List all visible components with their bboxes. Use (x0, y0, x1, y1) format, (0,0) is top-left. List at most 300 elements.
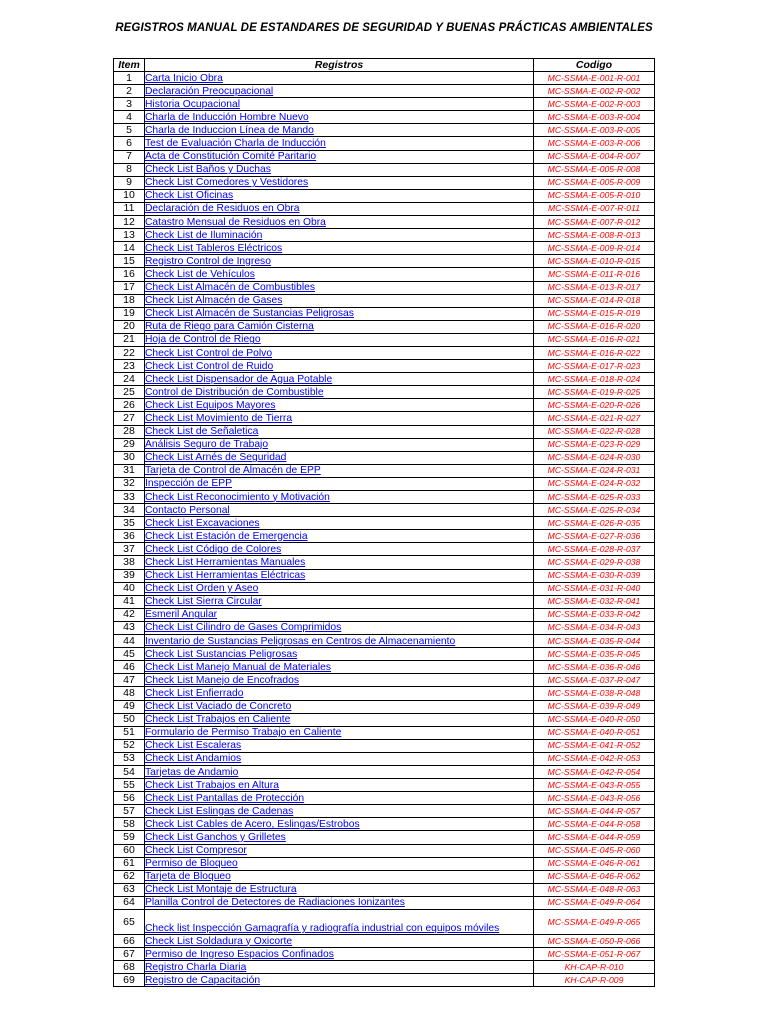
registro-link[interactable]: Check List Herramientas Manuales (145, 557, 306, 569)
registro-cell (145, 582, 534, 595)
codigo-cell: MC-SSMA-E-025-R-033 (534, 491, 655, 504)
registro-cell (145, 451, 534, 464)
codigo-cell: MC-SSMA-E-018-R-024 (534, 373, 655, 386)
registro-link[interactable]: Check List Control de Polvo (145, 347, 273, 359)
table-row (114, 726, 655, 739)
registro-link[interactable]: Check List Almacén de Sustancias Peligrosas (145, 308, 354, 320)
registro-link[interactable]: Check List Código de Colores (145, 543, 282, 555)
registro-cell (145, 412, 534, 425)
table-row (114, 569, 655, 582)
item-number: 63 (114, 883, 145, 896)
table-row (114, 477, 655, 490)
item-number: 24 (114, 373, 145, 386)
registro-link[interactable]: Check List de Señaletica (145, 426, 259, 438)
registro-link[interactable]: Check List Movimiento de Tierra (145, 412, 293, 424)
table-row (114, 451, 655, 464)
table-row (114, 870, 655, 883)
registro-link[interactable]: Formulario de Permiso Trabajo en Caliente (145, 727, 342, 739)
registro-cell (145, 726, 534, 739)
registro-cell (145, 792, 534, 805)
table-row (114, 216, 655, 229)
registro-cell (145, 635, 534, 648)
table-row (114, 752, 655, 765)
item-number: 4 (114, 111, 145, 124)
table-row (114, 595, 655, 608)
registro-link[interactable]: Inventario de Sustancias Peligrosas en Centros de Almacenamiento (145, 635, 456, 647)
item-number: 39 (114, 569, 145, 582)
registro-cell (145, 543, 534, 556)
registro-cell (145, 648, 534, 661)
registro-link[interactable]: Check List Manejo de Encofrados (145, 674, 299, 686)
registro-link[interactable]: Check List Almacén de Gases (145, 295, 283, 307)
registro-link[interactable]: Check List Ganchos y Grilletes (145, 831, 286, 843)
codigo-cell: MC-SSMA-E-044-R-057 (534, 805, 655, 818)
registro-cell (145, 661, 534, 674)
registro-link[interactable]: Check List Arnés de Seguridad (145, 452, 287, 464)
item-number: 48 (114, 687, 145, 700)
registro-link[interactable]: Check List Cables de Acero, Eslingas/Estrobos (145, 818, 360, 830)
registro-cell (145, 320, 534, 333)
registro-link[interactable]: Inspección de EPP (145, 478, 233, 490)
registro-link[interactable]: Análisis Seguro de Trabajo (145, 439, 269, 451)
item-number: 32 (114, 477, 145, 490)
registro-link[interactable]: Declaración Preocupacional (145, 85, 274, 97)
codigo-cell: MC-SSMA-E-038-R-048 (534, 687, 655, 700)
item-number: 58 (114, 818, 145, 831)
table-row (114, 72, 655, 85)
codigo-cell: MC-SSMA-E-015-R-019 (534, 307, 655, 320)
item-number: 11 (114, 202, 145, 215)
registro-cell (145, 857, 534, 870)
codigo-cell: MC-SSMA-E-041-R-052 (534, 739, 655, 752)
registro-link[interactable]: Esmeril Angular (145, 609, 218, 621)
registro-link[interactable]: Check List Vaciado de Concreto (145, 701, 292, 713)
codigo-cell: MC-SSMA-E-003-R-006 (534, 137, 655, 150)
codigo-cell: MC-SSMA-E-003-R-005 (534, 124, 655, 137)
table-row (114, 948, 655, 961)
codigo-cell: MC-SSMA-E-045-R-060 (534, 844, 655, 857)
codigo-cell: MC-SSMA-E-035-R-045 (534, 648, 655, 661)
registro-link[interactable]: Check List Cilindro de Gases Comprimidos (145, 622, 342, 634)
registro-link[interactable]: Check List Oficinas (145, 190, 234, 202)
registro-cell (145, 713, 534, 726)
codigo-cell: MC-SSMA-E-023-R-029 (534, 438, 655, 451)
registro-link[interactable]: Check List Compresor (145, 845, 247, 857)
registro-link[interactable]: Check List Tableros Eléctricos (145, 242, 283, 254)
table-row (114, 844, 655, 857)
table-row (114, 399, 655, 412)
header-registros: Registros (145, 59, 534, 72)
registro-link[interactable]: Check List Estación de Emergencia (145, 530, 308, 542)
item-number: 15 (114, 255, 145, 268)
codigo-cell: MC-SSMA-E-026-R-035 (534, 517, 655, 530)
table-row (114, 674, 655, 687)
codigo-cell: MC-SSMA-E-024-R-032 (534, 477, 655, 490)
table-row (114, 687, 655, 700)
table-row (114, 857, 655, 870)
registro-link[interactable]: Check list Inspección Gamagrafía y radiografía industrial con equipos móviles (145, 923, 500, 934)
item-number: 62 (114, 870, 145, 883)
codigo-cell: MC-SSMA-E-031-R-040 (534, 582, 655, 595)
table-row (114, 883, 655, 896)
codigo-cell: MC-SSMA-E-049-R-065 (534, 910, 655, 935)
codigo-cell: MC-SSMA-E-021-R-027 (534, 412, 655, 425)
item-number: 60 (114, 844, 145, 857)
registro-link[interactable]: Hoja de Control de Riego (145, 334, 261, 346)
registro-cell (145, 687, 534, 700)
registro-link[interactable]: Check List de Vehículos (145, 268, 255, 280)
registro-cell (145, 464, 534, 477)
registro-cell (145, 948, 534, 961)
table-row (114, 320, 655, 333)
codigo-cell: MC-SSMA-E-005-R-010 (534, 189, 655, 202)
item-number: 37 (114, 543, 145, 556)
codigo-cell: MC-SSMA-E-043-R-055 (534, 779, 655, 792)
table-row (114, 294, 655, 307)
registro-link[interactable]: Check List Sustancias Peligrosas (145, 648, 298, 660)
item-number: 6 (114, 137, 145, 150)
item-number: 61 (114, 857, 145, 870)
registro-cell (145, 961, 534, 974)
item-number: 27 (114, 412, 145, 425)
registro-cell (145, 517, 534, 530)
registro-cell (145, 163, 534, 176)
registro-link[interactable]: Charla de Induccion Línea de Mando (145, 124, 314, 136)
registro-cell (145, 739, 534, 752)
table-row (114, 517, 655, 530)
registro-link[interactable]: Check List Dispensador de Agua Potable (145, 373, 333, 385)
registro-link[interactable]: Check List Soldadura y Oxicorte (145, 935, 293, 947)
registro-cell (145, 935, 534, 948)
item-number: 8 (114, 163, 145, 176)
codigo-cell: MC-SSMA-E-035-R-044 (534, 635, 655, 648)
registro-cell (145, 268, 534, 281)
table-row (114, 765, 655, 778)
table-row (114, 386, 655, 399)
item-number: 65 (114, 910, 145, 935)
item-number: 56 (114, 792, 145, 805)
codigo-cell: MC-SSMA-E-007-R-012 (534, 216, 655, 229)
table-row (114, 779, 655, 792)
table-row (114, 961, 655, 974)
table-row (114, 373, 655, 386)
table-row (114, 189, 655, 202)
registro-link[interactable]: Charla de Inducción Hombre Nuevo (145, 111, 309, 123)
codigo-cell: MC-SSMA-E-032-R-041 (534, 595, 655, 608)
item-number: 54 (114, 765, 145, 778)
registro-cell (145, 425, 534, 438)
registro-cell (145, 137, 534, 150)
item-number: 41 (114, 595, 145, 608)
codigo-cell: MC-SSMA-E-048-R-063 (534, 883, 655, 896)
codigo-cell: MC-SSMA-E-016-R-022 (534, 346, 655, 359)
registro-cell (145, 896, 534, 909)
registro-cell (145, 307, 534, 320)
table-row (114, 346, 655, 359)
table-row (114, 543, 655, 556)
registro-link[interactable]: Catastro Mensual de Residuos en Obra (145, 216, 326, 228)
table-row (114, 412, 655, 425)
table-row (114, 818, 655, 831)
item-number: 1 (114, 72, 145, 85)
registro-link[interactable]: Check List Control de Ruido (145, 360, 274, 372)
registro-link[interactable]: Check List Trabajos en Altura (145, 779, 279, 791)
item-number: 9 (114, 176, 145, 189)
registros-table (113, 58, 655, 987)
table-row (114, 281, 655, 294)
table-row (114, 150, 655, 163)
codigo-cell: MC-SSMA-E-013-R-017 (534, 281, 655, 294)
codigo-cell: MC-SSMA-E-011-R-016 (534, 268, 655, 281)
registro-cell (145, 974, 534, 987)
registro-link[interactable]: Check List Eslingas de Cadenas (145, 805, 294, 817)
codigo-cell: MC-SSMA-E-019-R-025 (534, 386, 655, 399)
table-row (114, 713, 655, 726)
item-number: 33 (114, 491, 145, 504)
item-number: 44 (114, 635, 145, 648)
table-row (114, 242, 655, 255)
registro-link[interactable]: Registro de Capacitación (145, 974, 261, 986)
table-row (114, 530, 655, 543)
item-number: 2 (114, 85, 145, 98)
registro-cell (145, 399, 534, 412)
registro-link[interactable]: Check List Equipos Mayores (145, 399, 276, 411)
codigo-cell: MC-SSMA-E-004-R-007 (534, 150, 655, 163)
table-row (114, 85, 655, 98)
registro-link[interactable]: Contacto Personal (145, 504, 230, 516)
registro-link[interactable]: Check List Sierra Circular (145, 596, 262, 608)
table-row (114, 111, 655, 124)
registro-link[interactable]: Check List Comedores y Vestidores (145, 177, 309, 189)
codigo-cell: MC-SSMA-E-008-R-013 (534, 229, 655, 242)
codigo-cell: MC-SSMA-E-024-R-030 (534, 451, 655, 464)
codigo-cell: MC-SSMA-E-050-R-066 (534, 935, 655, 948)
table-row (114, 621, 655, 634)
item-number: 19 (114, 307, 145, 320)
codigo-cell: MC-SSMA-E-005-R-008 (534, 163, 655, 176)
item-number: 12 (114, 216, 145, 229)
registro-link[interactable]: Declaración de Residuos en Obra (145, 203, 300, 215)
item-number: 14 (114, 242, 145, 255)
header-item: Item (114, 59, 145, 72)
registro-cell (145, 700, 534, 713)
registro-link[interactable]: Check List Herramientas Eléctricas (145, 570, 306, 582)
registro-link[interactable]: Tarjetas de Andamio (145, 766, 239, 778)
codigo-cell: MC-SSMA-E-001-R-001 (534, 72, 655, 85)
table-row (114, 831, 655, 844)
codigo-cell: MC-SSMA-E-042-R-054 (534, 765, 655, 778)
item-number: 5 (114, 124, 145, 137)
table-row (114, 896, 655, 909)
registro-link[interactable]: Check List de Iluminación (145, 229, 263, 241)
header-codigo: Codigo (534, 59, 655, 72)
item-number: 31 (114, 464, 145, 477)
registro-cell (145, 844, 534, 857)
table-row (114, 635, 655, 648)
registro-cell (145, 674, 534, 687)
table-row (114, 255, 655, 268)
item-number: 69 (114, 974, 145, 987)
registro-cell (145, 124, 534, 137)
codigo-cell: MC-SSMA-E-020-R-026 (534, 399, 655, 412)
table-row (114, 333, 655, 346)
item-number: 26 (114, 399, 145, 412)
codigo-cell: MC-SSMA-E-016-R-020 (534, 320, 655, 333)
item-number: 40 (114, 582, 145, 595)
registro-cell (145, 818, 534, 831)
registro-link[interactable]: Planilla Control de Detectores de Radiaciones Ionizantes (145, 897, 405, 909)
codigo-cell: MC-SSMA-E-037-R-047 (534, 674, 655, 687)
table-row (114, 608, 655, 621)
registro-link[interactable]: Tarjeta de Control de Almacén de EPP (145, 465, 321, 477)
item-number: 43 (114, 621, 145, 634)
codigo-cell: MC-SSMA-E-010-R-015 (534, 255, 655, 268)
registro-cell (145, 242, 534, 255)
item-number: 10 (114, 189, 145, 202)
registro-link[interactable]: Check List Baños y Duchas (145, 164, 271, 176)
item-number: 59 (114, 831, 145, 844)
item-number: 20 (114, 320, 145, 333)
item-number: 64 (114, 896, 145, 909)
registro-cell (145, 805, 534, 818)
registro-cell (145, 202, 534, 215)
item-number: 17 (114, 281, 145, 294)
codigo-cell: MC-SSMA-E-009-R-014 (534, 242, 655, 255)
codigo-cell: MC-SSMA-E-005-R-009 (534, 176, 655, 189)
item-number: 49 (114, 700, 145, 713)
registro-link[interactable]: Check List Orden y Aseo (145, 583, 259, 595)
registro-cell (145, 333, 534, 346)
table-row (114, 307, 655, 320)
table-row (114, 124, 655, 137)
item-number: 38 (114, 556, 145, 569)
item-number: 3 (114, 98, 145, 111)
registro-cell (145, 294, 534, 307)
item-number: 47 (114, 674, 145, 687)
registro-cell (145, 569, 534, 582)
registro-cell (145, 765, 534, 778)
item-number: 55 (114, 779, 145, 792)
registro-cell (145, 752, 534, 765)
registro-cell (145, 504, 534, 517)
codigo-cell: MC-SSMA-E-017-R-023 (534, 360, 655, 373)
registro-link[interactable]: Check List Montaje de Estructura (145, 884, 297, 896)
item-number: 50 (114, 713, 145, 726)
registro-link[interactable]: Check List Trabajos en Caliente (145, 714, 291, 726)
registro-link[interactable]: Test de Evaluación Charla de Inducción (145, 138, 326, 150)
codigo-cell: MC-SSMA-E-030-R-039 (534, 569, 655, 582)
table-row (114, 137, 655, 150)
registro-cell (145, 111, 534, 124)
codigo-cell: MC-SSMA-E-002-R-003 (534, 98, 655, 111)
registro-cell (145, 831, 534, 844)
registro-link[interactable]: Registro Control de Ingreso (145, 255, 271, 267)
table-row (114, 974, 655, 987)
table-row (114, 229, 655, 242)
codigo-cell: MC-SSMA-E-040-R-051 (534, 726, 655, 739)
table-row (114, 504, 655, 517)
registro-cell (145, 477, 534, 490)
table-row (114, 792, 655, 805)
registro-link[interactable]: Ruta de Riego para Camión Cisterna (145, 321, 314, 333)
item-number: 22 (114, 346, 145, 359)
registro-cell (145, 346, 534, 359)
codigo-cell: MC-SSMA-E-027-R-036 (534, 530, 655, 543)
registro-link[interactable]: Check List Enfierrado (145, 687, 244, 699)
registro-cell (145, 98, 534, 111)
item-number: 35 (114, 517, 145, 530)
table-header-row (114, 59, 655, 72)
registro-cell (145, 556, 534, 569)
registro-link[interactable]: Carta Inicio Obra (145, 72, 223, 84)
item-number: 23 (114, 360, 145, 373)
registro-link[interactable]: Check List Excavaciones (145, 517, 260, 529)
codigo-cell: MC-SSMA-E-014-R-018 (534, 294, 655, 307)
registro-cell (145, 910, 534, 935)
registro-link[interactable]: Registro Charla Diaria (145, 961, 247, 973)
registro-link[interactable]: Check List Andamios (145, 753, 242, 765)
registro-link[interactable]: Historia Ocupacional (145, 98, 241, 110)
codigo-cell: KH-CAP-R-010 (534, 961, 655, 974)
item-number: 21 (114, 333, 145, 346)
registro-link[interactable]: Permiso de Ingreso Espacios Confinados (145, 948, 334, 960)
registro-link[interactable]: Check List Almacén de Combustibles (145, 282, 315, 294)
registro-cell (145, 373, 534, 386)
registro-cell (145, 72, 534, 85)
item-number: 46 (114, 661, 145, 674)
codigo-cell: MC-SSMA-E-043-R-056 (534, 792, 655, 805)
registro-link[interactable]: Check List Pantallas de Protección (145, 792, 305, 804)
item-number: 51 (114, 726, 145, 739)
registro-cell (145, 255, 534, 268)
codigo-cell: MC-SSMA-E-007-R-011 (534, 202, 655, 215)
codigo-cell: MC-SSMA-E-025-R-034 (534, 504, 655, 517)
table-row (114, 438, 655, 451)
table-row (114, 464, 655, 477)
registro-cell (145, 491, 534, 504)
table-row (114, 556, 655, 569)
item-number: 34 (114, 504, 145, 517)
registro-cell (145, 85, 534, 98)
registro-cell (145, 281, 534, 294)
table-row (114, 202, 655, 215)
registro-cell (145, 621, 534, 634)
registro-cell (145, 360, 534, 373)
codigo-cell: MC-SSMA-E-028-R-037 (534, 543, 655, 556)
registro-link[interactable]: Acta de Constitución Comité Paritario (145, 151, 317, 163)
item-number: 13 (114, 229, 145, 242)
codigo-cell: MC-SSMA-E-024-R-031 (534, 464, 655, 477)
table-row (114, 360, 655, 373)
registro-link[interactable]: Control de Distribución de Combustible (145, 386, 324, 398)
item-number: 30 (114, 451, 145, 464)
item-number: 16 (114, 268, 145, 281)
registro-link[interactable]: Check List Escaleras (145, 740, 242, 752)
registro-link[interactable]: Check List Manejo Manual de Materiales (145, 661, 332, 673)
registro-link[interactable]: Permiso de Bloqueo (145, 858, 238, 870)
item-number: 7 (114, 150, 145, 163)
registro-cell (145, 530, 534, 543)
registro-link[interactable]: Check List Reconocimiento y Motivación (145, 491, 330, 503)
table-row (114, 910, 655, 935)
codigo-cell: MC-SSMA-E-036-R-046 (534, 661, 655, 674)
registro-cell (145, 595, 534, 608)
registro-cell (145, 870, 534, 883)
document-title: REGISTROS MANUAL DE ESTANDARES DE SEGURIDAD Y BUENAS PRÁCTICAS AMBIENTALES (115, 22, 653, 34)
registro-link[interactable]: Tarjeta de Bloqueo (145, 871, 231, 883)
codigo-cell: MC-SSMA-E-042-R-053 (534, 752, 655, 765)
item-number: 28 (114, 425, 145, 438)
